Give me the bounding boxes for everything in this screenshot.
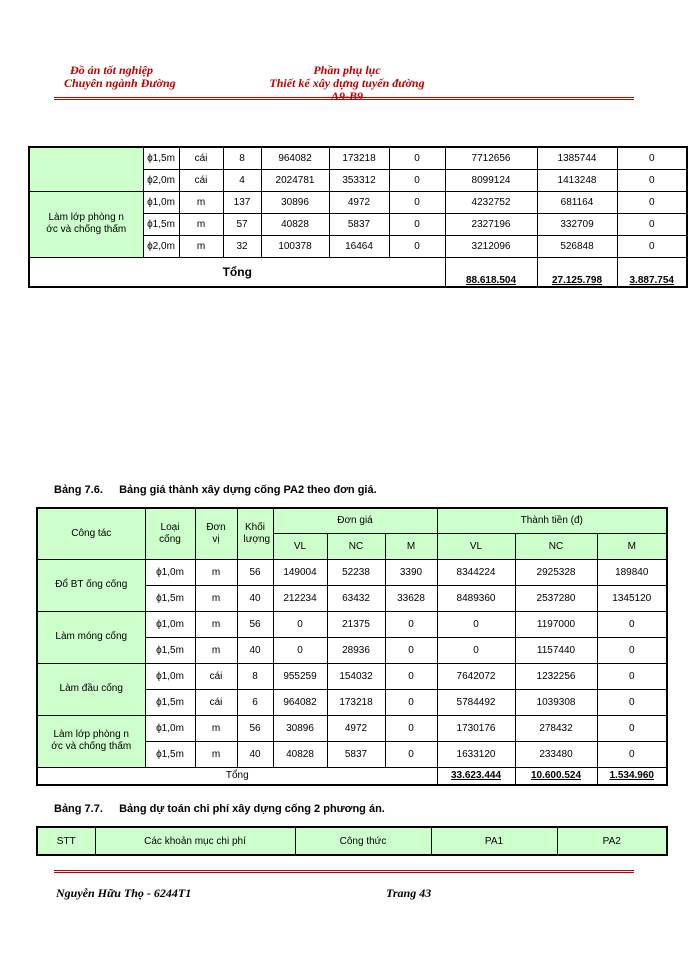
header-rule xyxy=(54,97,634,100)
cell-m: 0 xyxy=(385,689,437,715)
cell-tvl: 4232752 xyxy=(445,191,537,213)
table-7-6 xyxy=(36,507,668,786)
cell-total_nc: 10.600.524 xyxy=(515,767,597,785)
cell-vl: 40828 xyxy=(261,213,329,235)
cell-size: ϕ1,0m xyxy=(143,191,179,213)
cell-vl: 964082 xyxy=(261,147,329,169)
cell-vl: 212234 xyxy=(273,585,327,611)
header-right-line2: Thiết kế xây dựng tuyến đường A9-B9 xyxy=(269,76,425,103)
cell-tm: 0 xyxy=(597,741,667,767)
subheader-vl-unit: VL xyxy=(273,533,327,559)
header-right-line1: Phần phụ lục xyxy=(313,63,381,77)
cell-tnc: 278432 xyxy=(515,715,597,741)
cell-unit: m xyxy=(179,191,223,213)
caption-number: Bảng 7.7. xyxy=(54,803,103,815)
cell-size: ϕ2,0m xyxy=(143,169,179,191)
cell-size: ϕ1,0m xyxy=(145,559,195,585)
cell-tm: 0 xyxy=(617,147,687,169)
header-row xyxy=(37,508,667,533)
cell-m: 0 xyxy=(389,235,445,257)
cell-size: ϕ1,5m xyxy=(145,637,195,663)
cell-m: 0 xyxy=(385,663,437,689)
cell-vl: 100378 xyxy=(261,235,329,257)
cell-tm: 0 xyxy=(617,191,687,213)
cell-m: 0 xyxy=(389,191,445,213)
table-row xyxy=(29,191,687,213)
cell-vl: 955259 xyxy=(273,663,327,689)
cell-tvl: 1633120 xyxy=(437,741,515,767)
table-row xyxy=(37,559,667,585)
header-thanh-tien: Thành tiền (đ) xyxy=(437,508,667,533)
cell-unit: cái xyxy=(195,663,237,689)
cell-tm: 0 xyxy=(617,169,687,191)
cell-unit: m xyxy=(179,213,223,235)
cell-tvl: 7712656 xyxy=(445,147,537,169)
cell-m: 0 xyxy=(389,169,445,191)
header-left-line1: Đồ án tốt nghiệp xyxy=(70,63,154,77)
cell-unit: m xyxy=(195,741,237,767)
cell-total_vl: 33.623.444 xyxy=(437,767,515,785)
cell-tm: 0 xyxy=(597,637,667,663)
cell-m: 0 xyxy=(385,611,437,637)
cell-nc: 28936 xyxy=(327,637,385,663)
cell-size: ϕ1,0m xyxy=(145,611,195,637)
cell-total_nc: 27.125.798 xyxy=(537,257,617,287)
group-label: Làm lớp phòng n ớc và chống thấm xyxy=(37,715,145,767)
table-row xyxy=(37,715,667,741)
cell-qty: 40 xyxy=(237,741,273,767)
header-don-vi: Đơn vị xyxy=(195,508,237,559)
group-label: Làm đầu cống xyxy=(37,663,145,715)
cell-m: 0 xyxy=(389,147,445,169)
subheader-nc-unit: NC xyxy=(327,533,385,559)
cell-unit: cái xyxy=(179,169,223,191)
cell-nc: 4972 xyxy=(329,191,389,213)
cell-size: ϕ1,5m xyxy=(143,147,179,169)
cell-tnc: 1232256 xyxy=(515,663,597,689)
cell-qty: 6 xyxy=(237,689,273,715)
cell-qty: 137 xyxy=(223,191,261,213)
col-stt: STT xyxy=(37,827,95,855)
cell-m: 0 xyxy=(385,637,437,663)
cell-tnc: 2925328 xyxy=(515,559,597,585)
cell-nc: 5837 xyxy=(329,213,389,235)
cell-tvl: 0 xyxy=(437,637,515,663)
cell-nc: 173218 xyxy=(327,689,385,715)
cell-unit: m xyxy=(195,611,237,637)
cell-total_m: 3.887.754 xyxy=(617,257,687,287)
cell-tvl: 7642072 xyxy=(437,663,515,689)
cell-vl: 0 xyxy=(273,611,327,637)
header-loai-cong: Loại cống xyxy=(145,508,195,559)
header-left-line2: Chuyên ngành Đường xyxy=(64,76,176,90)
footer-rule xyxy=(54,870,634,873)
cell-qty: 4 xyxy=(223,169,261,191)
footer-author: Nguyễn Hữu Thọ - 6244T1 xyxy=(56,886,192,900)
cell-nc: 5837 xyxy=(327,741,385,767)
total-label: Tổng xyxy=(37,767,437,785)
cell-unit: m xyxy=(195,637,237,663)
cell-tvl: 8344224 xyxy=(437,559,515,585)
cell-tm: 0 xyxy=(597,715,667,741)
cell-tvl: 8099124 xyxy=(445,169,537,191)
cell-m: 0 xyxy=(385,741,437,767)
col-formula: Công thức xyxy=(295,827,431,855)
cell-unit: m xyxy=(195,585,237,611)
group-label: Làm móng cống xyxy=(37,611,145,663)
cell-tvl: 1730176 xyxy=(437,715,515,741)
cell-tm: 0 xyxy=(617,213,687,235)
cell-total_m: 1.534.960 xyxy=(597,767,667,785)
total-row xyxy=(29,257,687,287)
cell-size: ϕ1,0m xyxy=(145,663,195,689)
cell-m: 3390 xyxy=(385,559,437,585)
cell-vl: 40828 xyxy=(273,741,327,767)
group-label: Đổ BT ống cống xyxy=(37,559,145,611)
cell-qty: 56 xyxy=(237,611,273,637)
cell-nc: 4972 xyxy=(327,715,385,741)
cell-tm: 189840 xyxy=(597,559,667,585)
cell-nc: 16464 xyxy=(329,235,389,257)
cell-qty: 8 xyxy=(223,147,261,169)
cell-m: 33628 xyxy=(385,585,437,611)
cell-unit: cái xyxy=(179,147,223,169)
cell-tvl: 2327196 xyxy=(445,213,537,235)
header-don-gia: Đơn giá xyxy=(273,508,437,533)
cell-size: ϕ1,5m xyxy=(145,689,195,715)
caption-text: Bảng dự toán chi phí xây dựng cống 2 phương án. xyxy=(119,803,385,815)
cell-tvl: 8489360 xyxy=(437,585,515,611)
cell-size: ϕ1,5m xyxy=(143,213,179,235)
cell-tm: 1345120 xyxy=(597,585,667,611)
cell-size: ϕ1,5m xyxy=(145,585,195,611)
table-row xyxy=(37,663,667,689)
col-pa2: PA2 xyxy=(557,827,667,855)
cell-qty: 57 xyxy=(223,213,261,235)
cell-tm: 0 xyxy=(617,235,687,257)
cell-tnc: 526848 xyxy=(537,235,617,257)
cell-vl: 964082 xyxy=(273,689,327,715)
cell-qty: 40 xyxy=(237,585,273,611)
subheader-m-unit: M xyxy=(385,533,437,559)
table-row xyxy=(37,611,667,637)
cell-size: ϕ2,0m xyxy=(143,235,179,257)
cell-vl: 2024781 xyxy=(261,169,329,191)
table-continuation xyxy=(28,146,688,288)
cell-total_vl: 88.618.504 xyxy=(445,257,537,287)
table-row xyxy=(29,147,687,169)
table-7-7-caption xyxy=(54,803,385,815)
total-label: Tổng xyxy=(29,257,445,287)
cell-nc: 154032 xyxy=(327,663,385,689)
cell-size: ϕ1,5m xyxy=(145,741,195,767)
cell-tnc: 1413248 xyxy=(537,169,617,191)
cell-tnc: 1039308 xyxy=(515,689,597,715)
cell-qty: 56 xyxy=(237,715,273,741)
cell-tvl: 3212096 xyxy=(445,235,537,257)
cell-nc: 353312 xyxy=(329,169,389,191)
cell-tnc: 1157440 xyxy=(515,637,597,663)
cell-tm: 0 xyxy=(597,689,667,715)
col-cost-items: Các khoản mục chi phí xyxy=(95,827,295,855)
cell-unit: m xyxy=(179,235,223,257)
cell-tnc: 1385744 xyxy=(537,147,617,169)
cell-tm: 0 xyxy=(597,663,667,689)
cell-unit: m xyxy=(195,559,237,585)
cell-m: 0 xyxy=(389,213,445,235)
header-left xyxy=(64,64,176,90)
col-pa1: PA1 xyxy=(431,827,557,855)
cell-nc: 63432 xyxy=(327,585,385,611)
subheader-vl-total: VL xyxy=(437,533,515,559)
cell-qty: 8 xyxy=(237,663,273,689)
cell-nc: 52238 xyxy=(327,559,385,585)
cell-vl: 149004 xyxy=(273,559,327,585)
cell-size: ϕ1,0m xyxy=(145,715,195,741)
group-cell xyxy=(29,147,143,191)
cell-tm: 0 xyxy=(597,611,667,637)
footer-page: Trang 43 xyxy=(386,886,432,900)
caption-number: Bảng 7.6. xyxy=(54,484,103,496)
cell-vl: 0 xyxy=(273,637,327,663)
cell-vl: 30896 xyxy=(261,191,329,213)
cell-tnc: 332709 xyxy=(537,213,617,235)
cell-unit: m xyxy=(195,715,237,741)
table-7-7 xyxy=(36,826,668,856)
cell-unit: cái xyxy=(195,689,237,715)
cell-nc: 173218 xyxy=(329,147,389,169)
caption-text: Bảng giá thành xây dựng cống PA2 theo đơn giá. xyxy=(119,484,377,496)
header-cong-tac: Công tác xyxy=(37,508,145,559)
cell-tvl: 0 xyxy=(437,611,515,637)
subheader-nc-total: NC xyxy=(515,533,597,559)
cell-vl: 30896 xyxy=(273,715,327,741)
cell-tnc: 681164 xyxy=(537,191,617,213)
table-7-6-caption xyxy=(54,484,377,496)
total-row xyxy=(37,767,667,785)
subheader-m-total: M xyxy=(597,533,667,559)
cell-qty: 40 xyxy=(237,637,273,663)
group-label: Làm lớp phòng n ớc và chống thấm xyxy=(29,191,143,257)
cell-qty: 56 xyxy=(237,559,273,585)
cell-m: 0 xyxy=(385,715,437,741)
cell-nc: 21375 xyxy=(327,611,385,637)
header-khoi-luong: Khối lượng xyxy=(237,508,273,559)
cell-tnc: 1197000 xyxy=(515,611,597,637)
cell-tnc: 233480 xyxy=(515,741,597,767)
cell-tvl: 5784492 xyxy=(437,689,515,715)
cell-tnc: 2537280 xyxy=(515,585,597,611)
cell-qty: 32 xyxy=(223,235,261,257)
